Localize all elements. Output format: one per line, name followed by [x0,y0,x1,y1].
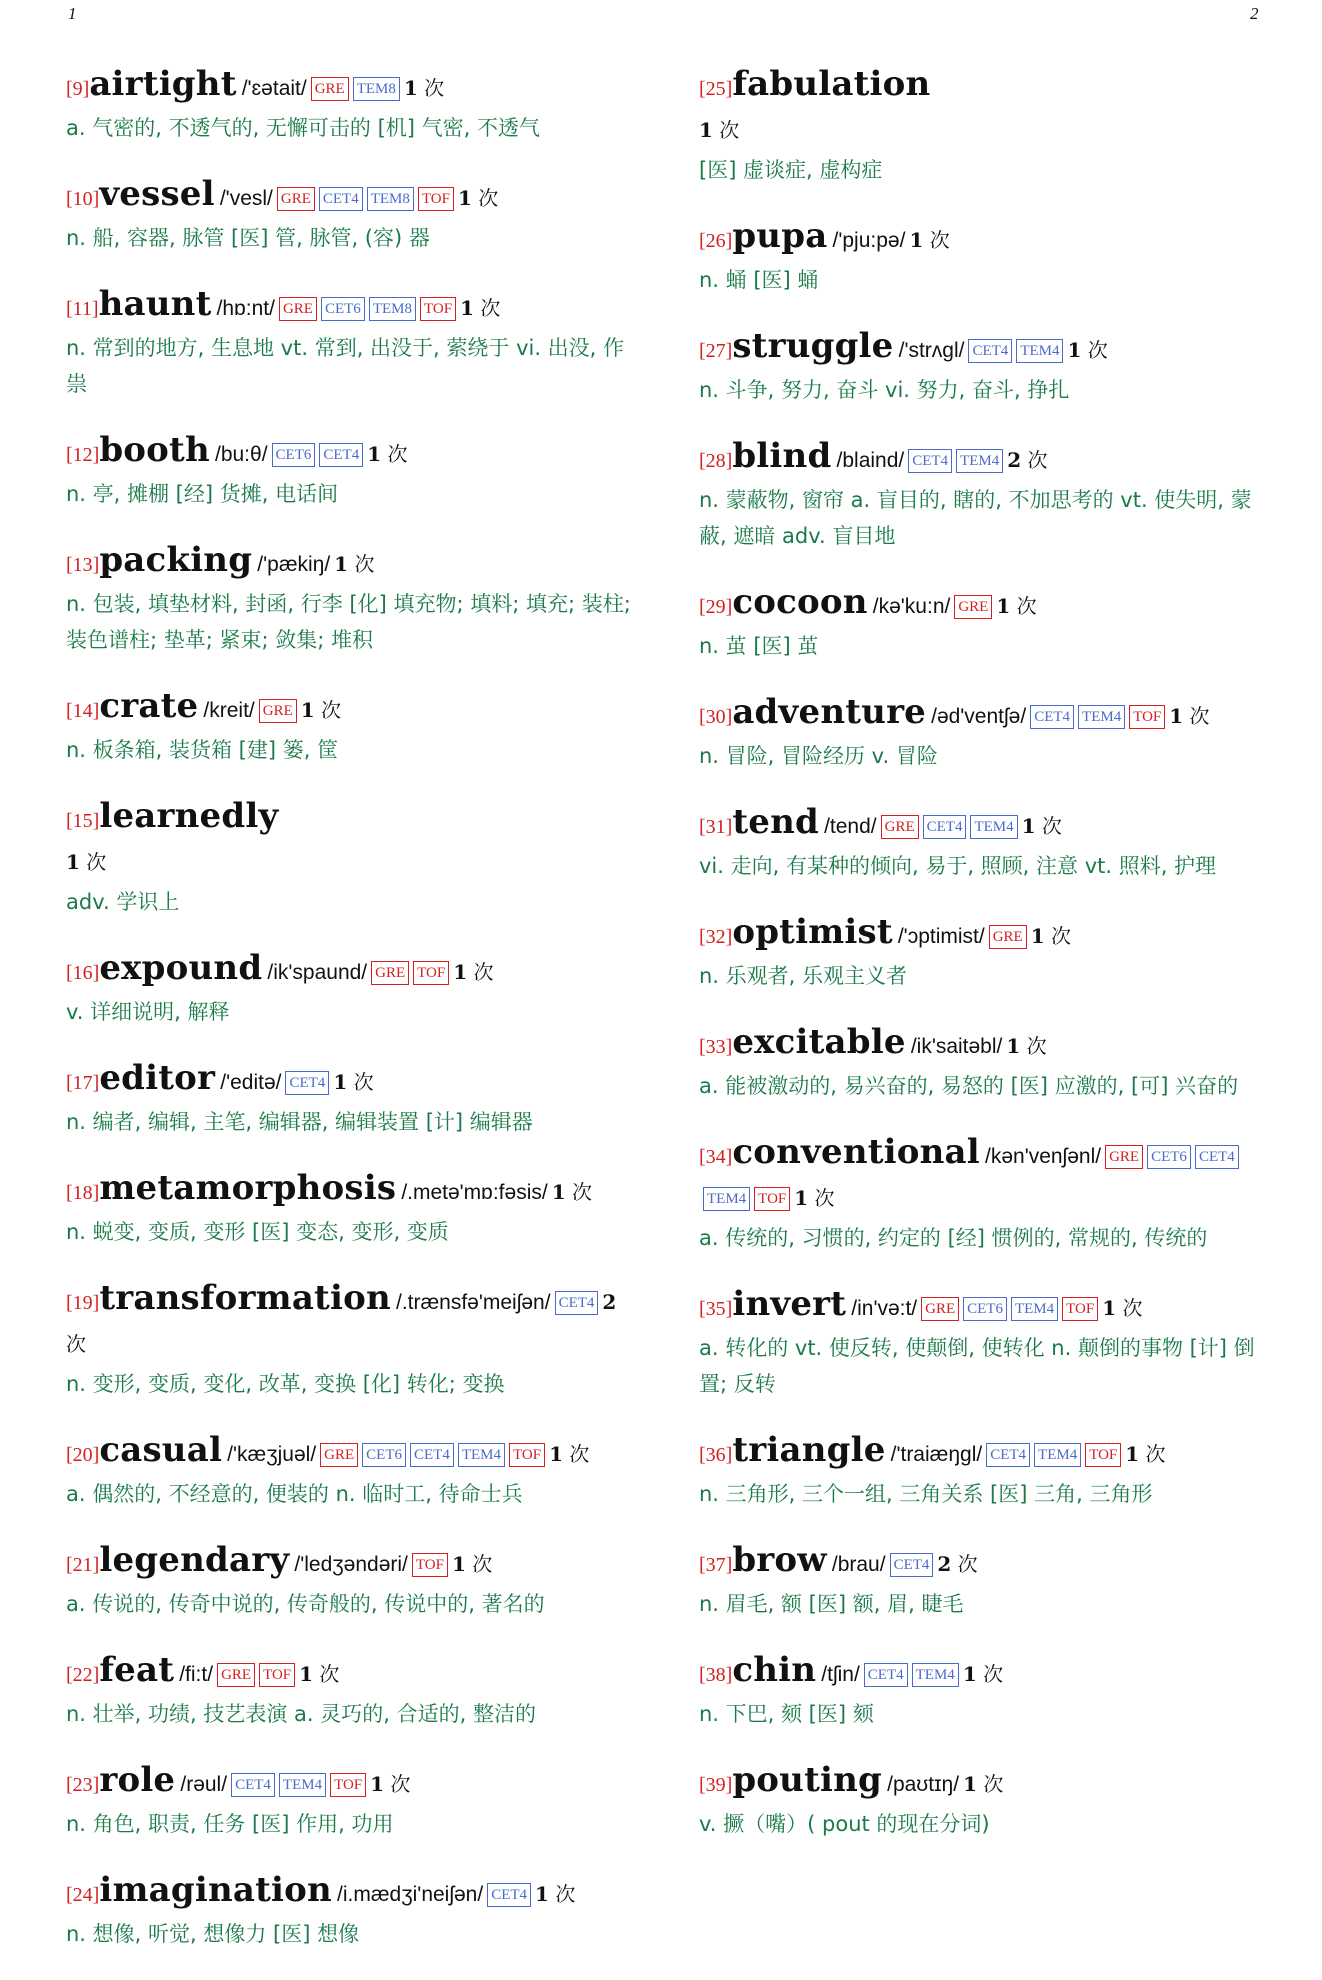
exam-tag-gre: GRE [1105,1145,1143,1169]
pronunciation: /'pju:pə/ [832,229,906,252]
page-number-left: 1 [68,4,77,23]
exam-tag-tem4: TEM4 [1078,705,1125,729]
entry-number: [22] [66,1664,100,1686]
pronunciation: /fi:t/ [179,1663,214,1686]
entry-headline [66,430,636,476]
pronunciation: /əd'ventʃə/ [931,705,1027,728]
occurrence-count: 1 次 [403,76,445,100]
exam-tag-tof: TOF [754,1187,790,1211]
definition: vi. 走向, 有某种的倾向, 易于, 照顾, 注意 vt. 照料, 护理 [699,854,1217,878]
entry-headline [699,216,1274,262]
occurrence-count: 1 次 [794,1186,835,1210]
entry-count-line [699,110,1274,152]
definition: n. 蜕变, 变质, 变形 [医] 变态, 变形, 变质 [66,1220,449,1244]
dictionary-entry [66,1278,636,1402]
dictionary-entry [699,1022,1274,1104]
headword: casual [99,1430,223,1470]
entry-number: [11] [66,298,99,320]
occurrence-count: 1 次 [699,118,740,142]
headword: expound [99,948,263,988]
pronunciation: /kreit/ [203,699,255,722]
headword: role [99,1760,176,1800]
entry-headline [66,1760,636,1806]
occurrence-count: 1 次 [909,228,950,252]
headword: vessel [99,174,215,214]
entry-number: [26] [699,230,733,252]
entry-headline [66,796,636,842]
dictionary-entry [66,1058,636,1140]
entry-headline [699,912,1274,958]
entry-headline [699,692,1274,738]
headword: fabulation [732,64,931,104]
entry-number: [15] [66,810,100,832]
pronunciation: /brau/ [831,1553,886,1576]
entry-number: [39] [699,1774,733,1796]
dictionary-entry [699,326,1274,408]
entry-headline [699,582,1274,628]
dictionary-entry [66,1760,636,1842]
dictionary-entry [66,1650,636,1732]
definition: n. 蒙蔽物, 窗帘 a. 盲目的, 瞎的, 不加思考的 vt. 使失明, 蒙蔽, 遮暗 adv. 盲目地 [699,488,1252,548]
headword: editor [99,1058,216,1098]
pronunciation: /ik'saitəbl/ [910,1035,1003,1058]
exam-tag-gre: GRE [954,595,992,619]
headword: metamorphosis [99,1168,397,1208]
definition: a. 偶然的, 不经意的, 便装的 n. 临时工, 待命士兵 [66,1482,523,1506]
dictionary-entry [699,1540,1274,1622]
exam-tag-tem4: TEM4 [458,1443,505,1467]
exam-tag-tof: TOF [1129,705,1165,729]
pronunciation: /blaind/ [836,449,905,472]
entry-headline [699,436,1274,482]
exam-tag-tem4: TEM4 [912,1663,959,1687]
definition: n. 板条箱, 装货箱 [建] 篓, 筐 [66,738,339,762]
entry-number: [35] [699,1298,733,1320]
headword: pupa [732,216,828,256]
exam-tag-cet4: CET4 [923,815,967,839]
definition: a. 传说的, 传奇中说的, 传奇般的, 传说中的, 著名的 [66,1592,545,1616]
exam-tag-gre: GRE [320,1443,358,1467]
dictionary-entry [699,1132,1274,1256]
entry-number: [38] [699,1664,733,1686]
occurrence-count: 1 次 [66,850,107,874]
headword: airtight [89,64,237,104]
definition: n. 亭, 摊棚 [经] 货摊, 电话间 [66,482,339,506]
definition: a. 气密的, 不透气的, 无懈可击的 [机] 气密, 不透气 [66,116,541,140]
exam-tag-tof: TOF [418,187,454,211]
entry-number: [29] [699,596,733,618]
definition: n. 乐观者, 乐观主义者 [699,964,908,988]
headword: haunt [98,284,212,324]
entry-number: [34] [699,1146,733,1168]
exam-tag-tof: TOF [259,1663,295,1687]
pronunciation: /'kæʒjuəl/ [227,1443,317,1466]
definition: n. 包装, 填垫材料, 封函, 行李 [化] 填充物; 填料; 填充; 装柱; 装色谱柱; 垫革; 紧束; 敛集; 堆积 [66,592,631,652]
definition: v. 详细说明, 解释 [66,1000,230,1024]
entry-headline [66,1870,636,1916]
dictionary-entry [699,692,1274,774]
occurrence-count: 1 次 [535,1882,576,1906]
definition: adv. 学识上 [66,890,180,914]
entry-number: [10] [66,188,100,210]
exam-tag-gre: GRE [371,961,409,985]
headword: optimist [732,912,893,952]
headword: struggle [732,326,894,366]
exam-tag-tem4: TEM4 [970,815,1017,839]
occurrence-count: 1 次 [962,1662,1004,1686]
definition: n. 下巴, 颏 [医] 颏 [699,1702,874,1726]
pronunciation: /'traiæŋgl/ [890,1443,983,1466]
occurrence-count: 1 次 [457,186,499,210]
entry-headline [66,174,636,220]
entry-number: [13] [66,554,100,576]
pronunciation: /kən'venʃənl/ [985,1145,1102,1168]
dictionary-entry [66,284,636,402]
exam-tag-tem8: TEM8 [369,297,416,321]
dictionary-entry [699,1430,1274,1512]
exam-tag-tem4: TEM4 [1016,339,1063,363]
entry-number: [23] [66,1774,100,1796]
headword: transformation [99,1278,391,1318]
exam-tag-gre: GRE [881,815,919,839]
entry-number: [18] [66,1182,100,1204]
entry-headline [66,948,636,994]
occurrence-count: 1 次 [451,1552,493,1576]
occurrence-count: 1 次 [453,960,494,984]
definition: n. 编者, 编辑, 主笔, 编辑器, 编辑装置 [计] 编辑器 [66,1110,533,1134]
headword: conventional [732,1132,980,1172]
entry-number: [25] [699,78,733,100]
definition: n. 眉毛, 额 [医] 额, 眉, 睫毛 [699,1592,964,1616]
dictionary-entry [699,1760,1274,1842]
pronunciation: /'ɔptimist/ [897,925,985,948]
pronunciation: /tend/ [824,815,877,838]
dictionary-entry [699,802,1274,884]
exam-tag-gre: GRE [279,297,317,321]
entry-headline [699,1760,1274,1806]
occurrence-count: 1 次 [460,296,501,320]
entry-headline [699,64,1274,110]
pronunciation: /bu:θ/ [214,443,268,466]
definition: n. 冒险, 冒险经历 v. 冒险 [699,744,938,768]
pronunciation: /in'və:t/ [851,1297,918,1320]
entry-number: [21] [66,1554,100,1576]
exam-tag-tof: TOF [412,1553,448,1577]
headword: feat [99,1650,175,1690]
dictionary-entry [66,1430,636,1512]
occurrence-count: 1 次 [1169,704,1210,728]
occurrence-count: 1 次 [1125,1442,1166,1466]
entry-number: [37] [699,1554,733,1576]
entry-headline [66,1430,636,1476]
pronunciation: /i.mædʒi'neiʃən/ [337,1883,484,1906]
exam-tag-gre: GRE [259,699,297,723]
entry-headline [66,64,636,110]
dictionary-entry [66,686,636,768]
entry-number: [16] [66,962,100,984]
headword: chin [732,1650,817,1690]
pronunciation: /.metə'mɒ:fəsis/ [401,1181,548,1204]
dictionary-entry [66,796,636,920]
entry-headline [699,1022,1274,1068]
definition: n. 船, 容器, 脉管 [医] 管, 脉管, (容) 器 [66,226,430,250]
entry-headline [66,540,636,586]
pronunciation: /'ɛətait/ [241,77,307,100]
right-column [699,64,1274,1870]
occurrence-count: 1 次 [333,1070,374,1094]
headword: packing [99,540,253,580]
exam-tag-tof: TOF [420,297,456,321]
entry-number: [24] [66,1884,100,1906]
headword: triangle [732,1430,886,1470]
definition: n. 壮举, 功绩, 技艺表演 a. 灵巧的, 合适的, 整洁的 [66,1702,536,1726]
pronunciation: /hɒ:nt/ [216,297,275,320]
dictionary-entry [699,1284,1274,1402]
occurrence-count: 2 次 [1007,448,1048,472]
entry-number: [9] [66,78,90,100]
exam-tag-tof: TOF [1085,1443,1121,1467]
exam-tag-cet4: CET4 [908,449,952,473]
exam-tag-cet4: CET4 [968,339,1012,363]
definition: n. 角色, 职责, 任务 [医] 作用, 功用 [66,1812,394,1836]
entry-headline [699,802,1274,848]
exam-tag-cet4: CET4 [890,1553,934,1577]
entry-headline [66,1168,636,1214]
occurrence-count: 1 次 [1021,814,1062,838]
headword: crate [99,686,199,726]
exam-tag-tem4: TEM4 [279,1773,326,1797]
entry-headline [66,1650,636,1696]
occurrence-count: 1 次 [1006,1034,1047,1058]
headword: booth [99,430,210,470]
exam-tag-tem4: TEM4 [956,449,1003,473]
exam-tag-gre: GRE [311,77,349,101]
headword: tend [732,802,819,842]
dictionary-entry [66,1540,636,1622]
pronunciation: /ik'spaund/ [267,961,368,984]
definition: n. 想像, 听觉, 想像力 [医] 想像 [66,1922,360,1946]
dictionary-entry [699,582,1274,664]
pronunciation: /'vesl/ [219,187,273,210]
entry-number: [28] [699,450,733,472]
entry-number: [33] [699,1036,733,1058]
occurrence-count: 1 次 [1102,1296,1143,1320]
entry-number: [27] [699,340,733,362]
pronunciation: /'strʌgl/ [898,339,965,362]
pronunciation: /rəul/ [180,1773,228,1796]
pronunciation: /kə'ku:n/ [872,595,951,618]
exam-tag-cet4: CET4 [410,1443,454,1467]
definition: n. 蛹 [医] 蛹 [699,268,819,292]
exam-tag-gre: GRE [277,187,315,211]
exam-tag-gre: GRE [921,1297,959,1321]
exam-tag-gre: GRE [217,1663,255,1687]
headword: invert [732,1284,847,1324]
entry-headline [66,1058,636,1104]
entry-number: [14] [66,700,100,722]
exam-tag-tof: TOF [509,1443,545,1467]
dictionary-entry [66,1168,636,1250]
pronunciation: /tʃin/ [821,1663,860,1686]
entry-number: [12] [66,444,100,466]
pronunciation: /'ledʒəndəri/ [294,1553,408,1576]
definition: a. 传统的, 习惯的, 约定的 [经] 惯例的, 常规的, 传统的 [699,1226,1208,1250]
occurrence-count: 1 次 [1067,338,1108,362]
headword: imagination [99,1870,332,1910]
entry-headline [699,1540,1274,1586]
exam-tag-cet6: CET6 [1147,1145,1191,1169]
entry-headline [699,1430,1274,1476]
pronunciation: /paʊtɪŋ/ [887,1773,960,1796]
exam-tag-cet4: CET4 [319,443,363,467]
entry-headline [66,1540,636,1586]
dictionary-entry [66,430,636,512]
occurrence-count: 1 次 [367,442,408,466]
entry-number: [36] [699,1444,733,1466]
entry-number: [31] [699,816,733,838]
headword: excitable [732,1022,906,1062]
occurrence-count: 1 次 [1030,924,1071,948]
exam-tag-tem4: TEM4 [1011,1297,1058,1321]
occurrence-count: 1 次 [300,698,342,722]
exam-tag-cet6: CET6 [963,1297,1007,1321]
exam-tag-cet6: CET6 [321,297,365,321]
dictionary-entry [66,1870,636,1952]
left-column [66,64,636,1980]
pronunciation: /'pækiŋ/ [257,553,331,576]
exam-tag-cet4: CET4 [555,1291,599,1315]
exam-tag-cet4: CET4 [1030,705,1074,729]
occurrence-count: 2 次 [66,1290,617,1356]
exam-tag-gre: GRE [989,925,1027,949]
headword: brow [732,1540,827,1580]
occurrence-count: 1 次 [996,594,1037,618]
occurrence-count: 1 次 [963,1772,1004,1796]
occurrence-count: 1 次 [334,552,375,576]
entry-headline [699,1650,1274,1696]
headword: adventure [732,692,927,732]
definition: n. 变形, 变质, 变化, 改革, 变换 [化] 转化; 变换 [66,1372,505,1396]
exam-tag-tof: TOF [1062,1297,1098,1321]
exam-tag-cet4: CET4 [864,1663,908,1687]
headword: cocoon [732,582,868,622]
entry-headline [66,686,636,732]
exam-tag-cet4: CET4 [231,1773,275,1797]
occurrence-count: 1 次 [370,1772,411,1796]
dictionary-entry [699,64,1274,188]
headword: pouting [732,1760,883,1800]
exam-tag-cet6: CET6 [362,1443,406,1467]
dictionary-entry [699,912,1274,994]
occurrence-count: 1 次 [299,1662,340,1686]
exam-tag-cet4: CET4 [319,187,363,211]
exam-tag-cet4: CET4 [1195,1145,1239,1169]
exam-tag-tof: TOF [413,961,449,985]
definition: n. 茧 [医] 茧 [699,634,819,658]
exam-tag-tem4: TEM4 [703,1187,750,1211]
occurrence-count: 1 次 [549,1442,590,1466]
entry-headline [699,1132,1274,1220]
definition: n. 三角形, 三个一组, 三角关系 [医] 三角, 三角形 [699,1482,1153,1506]
definition: a. 转化的 vt. 使反转, 使颠倒, 使转化 n. 颠倒的事物 [计] 倒置; 反转 [699,1336,1255,1396]
definition: n. 常到的地方, 生息地 vt. 常到, 出没于, 萦绕于 vi. 出没, 作祟 [66,336,625,396]
definition: n. 斗争, 努力, 奋斗 vi. 努力, 奋斗, 挣扎 [699,378,1070,402]
dictionary-entry [699,436,1274,554]
entry-headline [699,326,1274,372]
headword: learnedly [99,796,279,836]
dictionary-entry [66,540,636,658]
pronunciation: /.trænsfə'meiʃən/ [395,1291,551,1314]
pronunciation: /'editə/ [220,1071,282,1094]
exam-tag-cet4: CET4 [487,1883,531,1907]
entry-number: [30] [699,706,733,728]
exam-tag-cet6: CET6 [272,443,316,467]
page-number-right: 2 [1250,4,1259,23]
definition: v. 撅（嘴）( pout 的现在分词) [699,1812,990,1836]
exam-tag-tem8: TEM8 [367,187,414,211]
dictionary-entry [66,948,636,1030]
exam-tag-tof: TOF [330,1773,366,1797]
definition: [医] 虚谈症, 虚构症 [699,158,883,182]
entry-number: [19] [66,1292,100,1314]
exam-tag-cet4: CET4 [285,1071,329,1095]
occurrence-count: 2 次 [937,1552,978,1576]
entry-headline [66,1278,636,1366]
entry-number: [32] [699,926,733,948]
headword: legendary [99,1540,290,1580]
dictionary-entry [66,64,636,146]
entry-number: [17] [66,1072,100,1094]
dictionary-entry [66,174,636,256]
entry-headline [66,284,636,330]
dictionary-entry [699,216,1274,298]
entry-headline [699,1284,1274,1330]
headword: blind [732,436,832,476]
exam-tag-tem8: TEM8 [353,77,400,101]
exam-tag-cet4: CET4 [986,1443,1030,1467]
entry-number: [20] [66,1444,100,1466]
definition: a. 能被激动的, 易兴奋的, 易怒的 [医] 应激的, [可] 兴奋的 [699,1074,1239,1098]
exam-tag-tem4: TEM4 [1034,1443,1081,1467]
occurrence-count: 1 次 [551,1180,592,1204]
dictionary-entry [699,1650,1274,1732]
entry-count-line [66,842,636,884]
